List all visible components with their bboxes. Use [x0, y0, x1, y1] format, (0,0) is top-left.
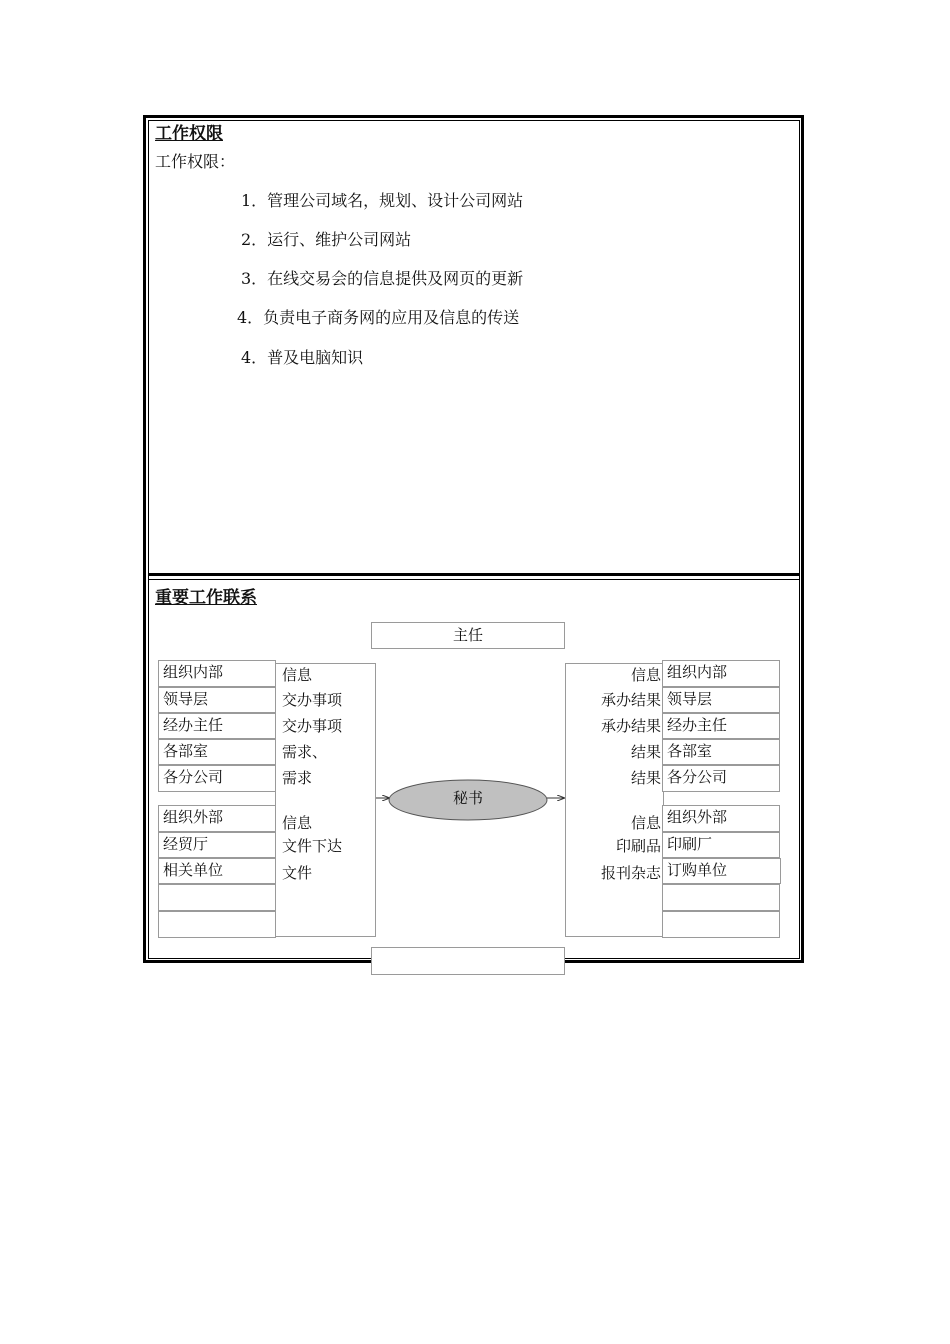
left-internal-cell: 各分公司 [158, 765, 276, 792]
left-internal-cell: 领导层 [158, 687, 276, 713]
right-flow-label: 信息 [630, 666, 661, 684]
left-flow-label: 交办事项 [282, 717, 343, 735]
authority-item: 3．在线交易会的信息提供及网页的更新 [241, 269, 524, 288]
left-flow-label: 文件下达 [282, 837, 343, 855]
left-internal-cell: 各部室 [158, 739, 276, 765]
authority-intro: 工作权限： [155, 152, 236, 171]
right-internal-cell: 各分公司 [662, 765, 780, 792]
right-internal-cell: 组织内部 [662, 660, 780, 687]
right-internal-cell: 经办主任 [662, 713, 780, 739]
authority-heading: 工作权限 [155, 124, 223, 144]
right-internal-cell: 各部室 [662, 739, 780, 765]
left-flow-label: 文件 [282, 864, 313, 882]
authority-item: 4．普及电脑知识 [241, 348, 364, 367]
left-internal-cell: 组织内部 [158, 660, 276, 687]
left-external-cell: 相关单位 [158, 858, 276, 884]
right-internal-cell: 领导层 [662, 687, 780, 713]
relations-heading: 重要工作联系 [155, 588, 257, 608]
left-flow-label: 需求 [282, 769, 313, 787]
secretary-label: 秘书 [452, 789, 483, 807]
left-flow-label: 信息 [282, 814, 313, 832]
left-flow-label: 信息 [282, 666, 313, 684]
right-flow-label: 报刊杂志 [600, 864, 661, 882]
right-flow-label: 结果 [630, 743, 661, 761]
left-flow-label: 需求、 [282, 743, 328, 761]
right-flow-label: 信息 [630, 814, 661, 832]
left-external-cell: 组织外部 [158, 805, 276, 832]
right-flow-label: 承办结果 [600, 691, 661, 709]
right-external-cell: 订购单位 [662, 858, 781, 884]
left-flow-label: 交办事项 [282, 691, 343, 709]
left-external-cell: 经贸厅 [158, 832, 276, 858]
left-internal-cell: 经办主任 [158, 713, 276, 739]
supervisor-box: 主任 [371, 622, 565, 649]
authority-item: 4．负责电子商务网的应用及信息的传送 [237, 308, 520, 327]
right-flow-label: 印刷品 [615, 837, 661, 855]
right-flow-label: 承办结果 [600, 717, 661, 735]
right-external-cell: 印刷厂 [662, 832, 780, 858]
authority-item: 1．管理公司域名，规划、设计公司网站 [241, 191, 524, 210]
right-flow-label: 结果 [630, 769, 661, 787]
right-external-cell: 组织外部 [662, 805, 780, 832]
authority-item: 2．运行、维护公司网站 [241, 230, 412, 249]
